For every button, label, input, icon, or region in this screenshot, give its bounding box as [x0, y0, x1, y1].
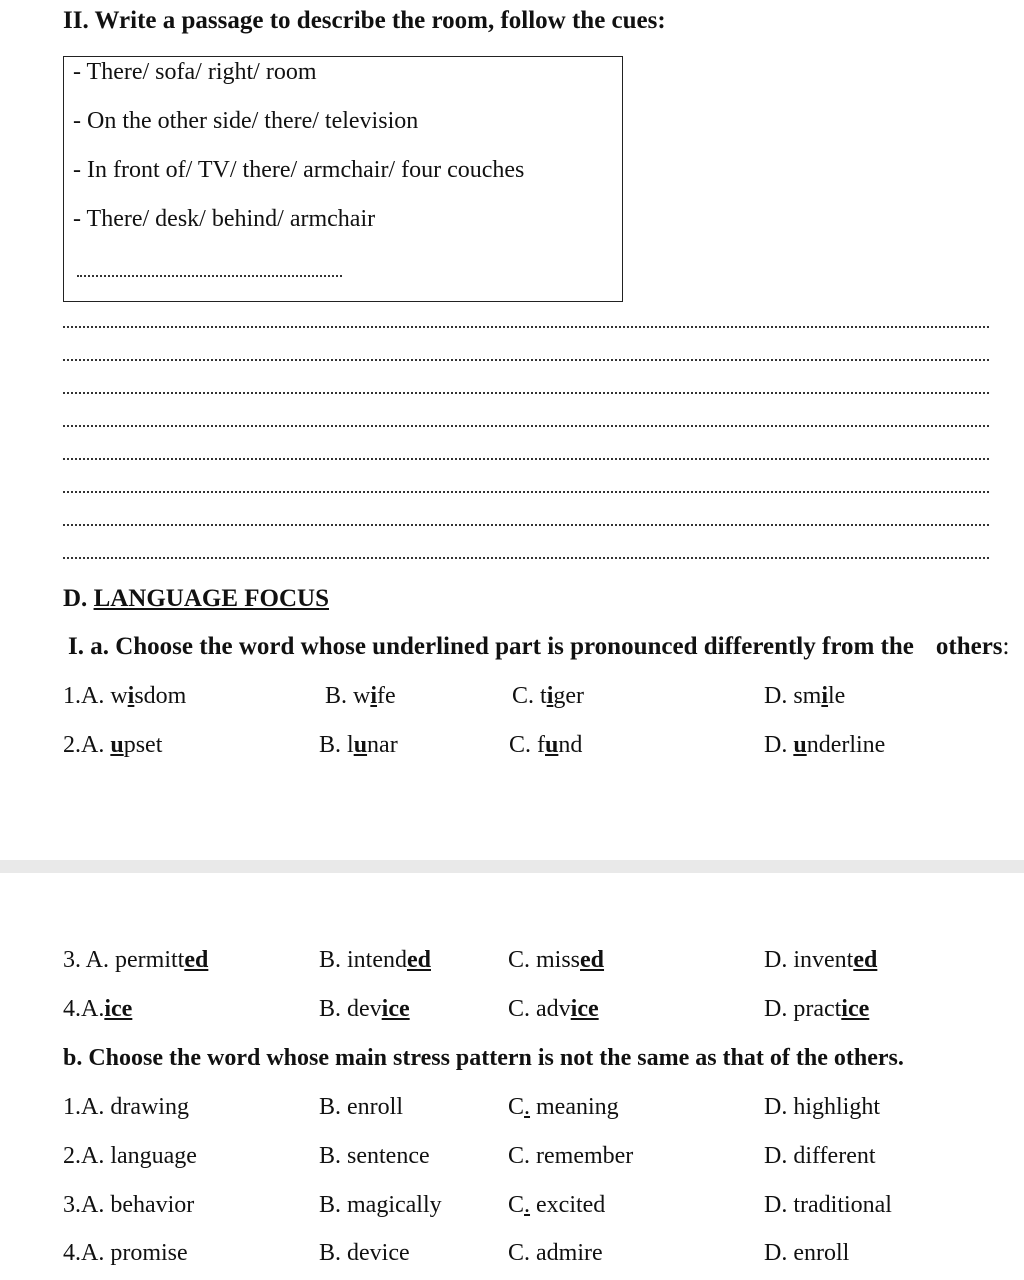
cue-item: - There/ desk/ behind/ armchair: [73, 206, 376, 232]
b2-option-b[interactable]: B. sentence: [319, 1143, 430, 1169]
answer-line[interactable]: [63, 359, 989, 361]
part-b-instruction: b. Choose the word whose main stress pattern is not the same as that of the others.: [63, 1045, 904, 1071]
q3-option-a[interactable]: 3. A. permitted: [63, 947, 209, 973]
q4-option-a[interactable]: 4.A.ice: [63, 996, 133, 1022]
part-a-instruction-text: I. a. Choose the word whose underlined part is pronounced differently from the: [68, 633, 914, 660]
answer-line-short[interactable]: [77, 275, 342, 277]
page-bottom: [0, 873, 1024, 1280]
b4-option-a[interactable]: 4.A. promise: [63, 1240, 188, 1266]
q3-option-d[interactable]: D. invented: [764, 947, 878, 973]
part-a-instruction-end: others: [935, 633, 1003, 660]
q2-option-d[interactable]: D. underline: [764, 732, 886, 758]
q2-option-a[interactable]: 2.A. upset: [63, 732, 163, 758]
cue-item: - On the other side/ there/ television: [73, 108, 419, 134]
b3-option-c[interactable]: C. excited: [508, 1192, 606, 1218]
b2-option-c[interactable]: C. remember: [508, 1143, 634, 1169]
answer-line[interactable]: [63, 557, 989, 559]
q1-option-d[interactable]: D. smile: [764, 683, 846, 709]
part-a-instruction: [68, 633, 1009, 661]
q1-option-a[interactable]: 1.A. wisdom: [63, 683, 187, 709]
b1-option-d[interactable]: D. highlight: [764, 1094, 881, 1120]
answer-line[interactable]: [63, 425, 989, 427]
q4-option-d[interactable]: D. practice: [764, 996, 870, 1022]
b2-option-d[interactable]: D. different: [764, 1143, 876, 1169]
q1-option-c[interactable]: C. tiger: [512, 683, 585, 709]
section-d-heading: [63, 585, 329, 613]
answer-line[interactable]: [63, 491, 989, 493]
cue-item: - There/ sofa/ right/ room: [73, 59, 317, 85]
b1-option-c[interactable]: C. meaning: [508, 1094, 619, 1120]
b1-option-b[interactable]: B. enroll: [319, 1094, 403, 1120]
page-gap: [0, 860, 1024, 873]
q3-option-b[interactable]: B. intended: [319, 947, 431, 973]
b4-option-b[interactable]: B. device: [319, 1240, 410, 1266]
section-d-prefix: D.: [63, 585, 94, 612]
b3-option-d[interactable]: D. traditional: [764, 1192, 892, 1218]
b4-option-c[interactable]: C. admire: [508, 1240, 603, 1266]
q2-option-b[interactable]: B. lunar: [319, 732, 398, 758]
q4-option-c[interactable]: C. advice: [508, 996, 599, 1022]
section-d-title: LANGUAGE FOCUS: [93, 585, 329, 612]
q2-option-c[interactable]: C. fund: [509, 732, 583, 758]
q1-option-b[interactable]: B. wife: [325, 683, 396, 709]
b2-option-a[interactable]: 2.A. language: [63, 1143, 197, 1169]
answer-line[interactable]: [63, 326, 989, 328]
answer-line[interactable]: [63, 392, 989, 394]
answer-line[interactable]: [63, 524, 989, 526]
b3-option-a[interactable]: 3.A. behavior: [63, 1192, 195, 1218]
b4-option-d[interactable]: D. enroll: [764, 1240, 850, 1266]
q4-option-b[interactable]: B. device: [319, 996, 410, 1022]
q3-option-c[interactable]: C. missed: [508, 947, 605, 973]
b3-option-b[interactable]: B. magically: [319, 1192, 442, 1218]
writing-heading: II. Write a passage to describe the room, follow the cues:: [63, 7, 666, 34]
part-a-instruction-colon: :: [1002, 633, 1010, 660]
b1-option-a[interactable]: 1.A. drawing: [63, 1094, 189, 1120]
answer-line[interactable]: [63, 458, 989, 460]
cue-item: - In front of/ TV/ there/ armchair/ four couches: [73, 157, 525, 183]
